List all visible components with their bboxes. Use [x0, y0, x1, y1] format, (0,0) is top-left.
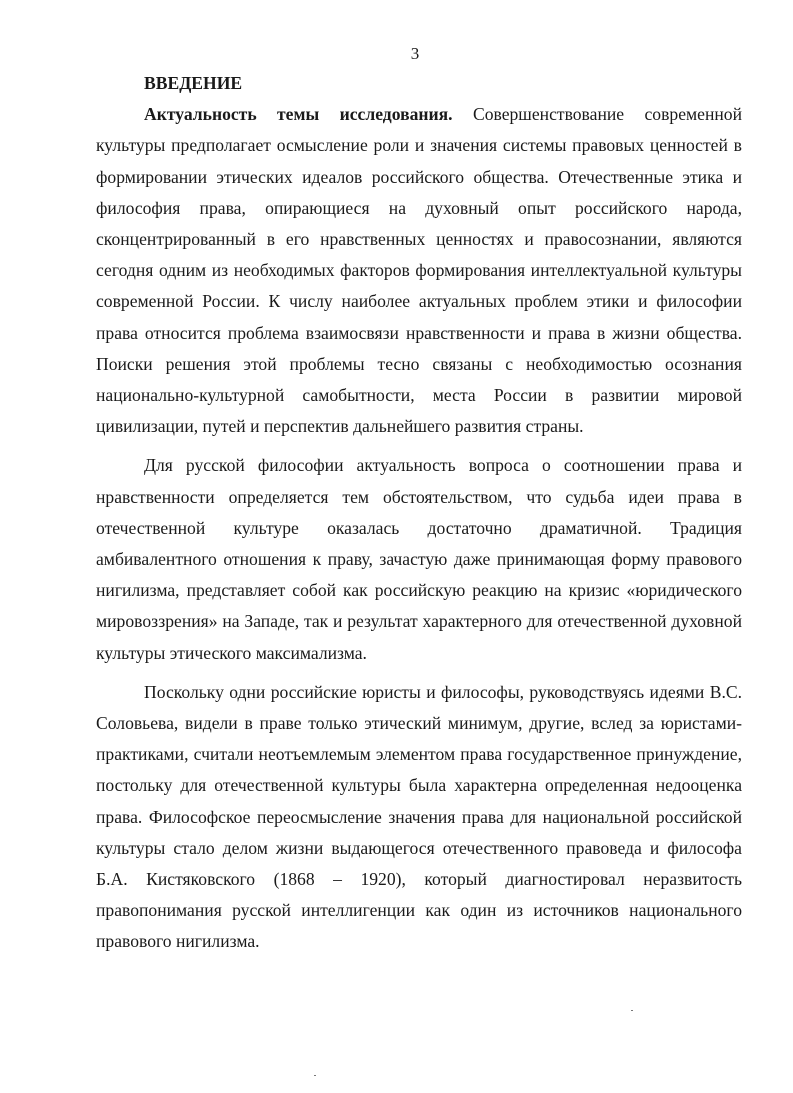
paragraph-lead: Актуальность темы исследования. [144, 104, 453, 125]
scan-speck [631, 1010, 633, 1011]
section-heading: ВВЕДЕНИЕ [144, 73, 243, 93]
paragraph-kistyakovsky: Поскольку одни российские юристы и философы, руководствуясь идеями В.С. Соловьева, видели в праве только этический минимум, другие, вслед за юристами-практиками, считали неотъемлемым элементом права государственное принуждение, постольку для отечественной культуры была характерна определенная недооценка права. Философское переосмысление значения права для национальной российской культуры стало делом жизни выдающегося отечественного правоведа и философа Б.А. Кистяковского (1868 – 1920), который диагностировал неразвитость правопонимания русской интеллигенции как один из источников национального правового нигилизма. [96, 681, 742, 952]
paragraph-text: Совершенствование современной культуры предполагает осмысление роли и значения системы правовых ценностей в формировании этических идеалов российского общества. Отечественные этика и философия права, опирающиеся на духовный опыт российского народа, сконцентрированный в его нравственных ценностях и правосознании, являются сегодня одним из необходимых факторов формирования интеллектуальной культуры современной России. К числу наиболее актуальных проблем этики и философии права относится проблема взаимосвязи нравственности и права в жизни общества. Поиски решения этой проблемы тесно связаны с необходимостью осознания национально-культурной самобытности, места России в развитии мировой цивилизации, путей и перспектив дальнейшего развития страны. [96, 104, 742, 437]
paragraph-russian-philosophy: Для русской философии актуальность вопроса о соотношении права и нравственности определяется тем обстоятельством, что судьба идеи права в отечественной культуре оказалась достаточно драматичной. Традиция амбивалентного отношения к праву, зачастую даже принимающая форму правового нигилизма, представляет собой как российскую реакцию на кризис «юридического мировоззрения» на Западе, так и результат характерного для отечественной духовной культуры этического максимализма. [96, 455, 742, 663]
document-body [96, 68, 742, 966]
page-number: 3 [410, 44, 420, 63]
scan-speck [314, 1075, 316, 1076]
paragraph-relevance [96, 99, 742, 442]
